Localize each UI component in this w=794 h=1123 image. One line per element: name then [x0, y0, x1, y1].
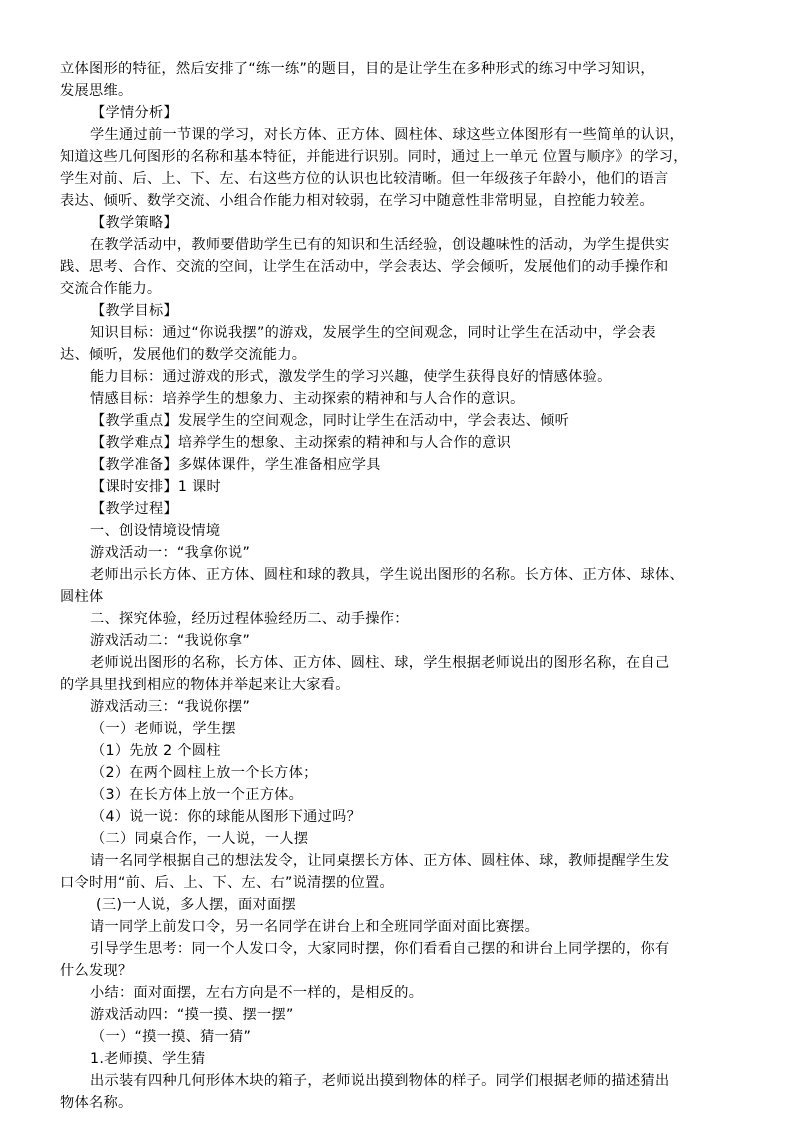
text-line: 立体图形的特征，然后安排了“练一练”的题目，目的是让学生在多种形式的练习中学习知识，: [60, 61, 655, 77]
text-line: 出示装有四种几何形体木块的箱子，老师说出摸到物体的样子。同学们根据老师的描述猜出: [90, 1073, 670, 1089]
text-line: 老师出示长方体、正方体、圆柱和球的教具，学生说出图形的名称。长方体、正方体、球体、: [90, 567, 684, 583]
text-line: 二、探究体验，经历过程体验经历二、动手操作：: [90, 611, 409, 627]
text-line: 一、创设情境设情境: [90, 523, 221, 539]
text-line: 请一同学上前发口令，另一名同学在讲台上和全班同学面对面比赛摆。: [90, 919, 540, 935]
text-line: 游戏活动二：“我说你拿”: [90, 633, 251, 649]
text-line: 引导学生思考：同一个人发口令，大家同时摆，你们看看自己摆的和讲台上同学摆的，你有: [90, 941, 670, 957]
text-line: 【教学难点】培养学生的想象、主动探索的精神和与人合作的意识: [91, 435, 512, 451]
text-line: 践、思考、合作、交流的空间，让学生在活动中，学会表达、学会倾听，发展他们的动手操作和: [60, 259, 669, 275]
text-line: 的学具里找到相应的物体并举起来让大家看。: [60, 677, 350, 693]
text-line: 【教学重点】发展学生的空间观念，同时让学生在活动中，学会表达、倾听: [91, 413, 570, 429]
text-line: （2）在两个圆柱上放一个长方体；: [91, 765, 318, 781]
text-line: 圆柱体: [60, 589, 104, 605]
text-line: 学生对前、后、上、下、左、右这些方位的认识也比较清晰。但一年级孩子年龄小，他们的语言: [60, 171, 669, 187]
text-line: 知道这些几何图形的名称和基本特征，并能进行识别。同时，通过上一单元 位置与顺序》的学习，: [60, 149, 688, 165]
text-line: 【教学过程】: [91, 501, 178, 517]
text-line: 游戏活动三：“我说你摆”: [90, 699, 251, 715]
text-line: 【课时安排】1 课时: [91, 479, 222, 495]
text-line: 游戏活动四：“摸一摸、摆一摆”: [90, 1007, 294, 1023]
text-line: 口令时用“前、后、上、下、左、右”说清摆的位置。: [60, 875, 395, 891]
text-line: 【教学准备】多媒体课件，学生准备相应学具: [91, 457, 381, 473]
text-line: 物体名称。: [60, 1095, 133, 1111]
document-page: [60, 58, 738, 1114]
text-line: 【教学目标】: [91, 303, 178, 319]
text-line: 交流合作能力。: [60, 281, 162, 297]
text-line: 【教学策略】: [91, 215, 178, 231]
text-line: （4）说一说：你的球能从图形下通过吗？: [91, 809, 362, 825]
text-line: 什么发现？: [60, 963, 133, 979]
text-line: （1）先放 2 个圆柱: [91, 743, 221, 759]
text-line: 达、倾听，发展他们的数学交流能力。: [60, 347, 307, 363]
text-line: （二）同桌合作，一人说，一人摆: [91, 831, 309, 847]
text-line: 发展思维。: [60, 83, 133, 99]
text-line: （一）老师说，学生摆: [91, 721, 236, 737]
text-line: 1.老师摸、学生猜: [90, 1051, 206, 1067]
text-line: 【学情分析】: [91, 105, 178, 121]
text-line: （3）在长方体上放一个正方体。: [91, 787, 304, 803]
text-line: 能力目标：通过游戏的形式，激发学生的学习兴趣，使学生获得良好的情感体验。: [90, 369, 612, 385]
text-line: （一）“摸一摸、猜一猜”: [91, 1029, 252, 1045]
text-line: 在教学活动中，教师要借助学生已有的知识和生活经验，创设趣味性的活动，为学生提供实: [90, 237, 670, 253]
text-line: 老师说出图形的名称，长方体、正方体、圆柱、球，学生根据老师说出的图形名称，在自己: [90, 655, 670, 671]
text-line: 表达、倾听、数学交流、小组合作能力相对较弱，在学习中随意性非常明显，自控能力较差。: [60, 193, 654, 209]
text-line: 学生通过前一节课的学习，对长方体、正方体、圆柱体、球这些立体图形有一些简单的认识，: [90, 127, 684, 143]
text-line: (三)一人说，多人摆，面对面摆: [96, 897, 297, 913]
text-line: 小结：面对面摆，左右方向是不一样的，是相反的。: [90, 985, 424, 1001]
text-line: 情感目标：培养学生的想象力、主动探索的精神和与人合作的意识。: [90, 391, 525, 407]
text-line: 请一名同学根据自己的想法发令，让同桌摆长方体、正方体、圆柱体、球，教师提醒学生发: [90, 853, 670, 869]
text-line: 知识目标：通过“你说我摆”的游戏，发展学生的空间观念，同时让学生在活动中，学会表: [90, 325, 656, 341]
text-line: 游戏活动一：“我拿你说”: [90, 545, 251, 561]
